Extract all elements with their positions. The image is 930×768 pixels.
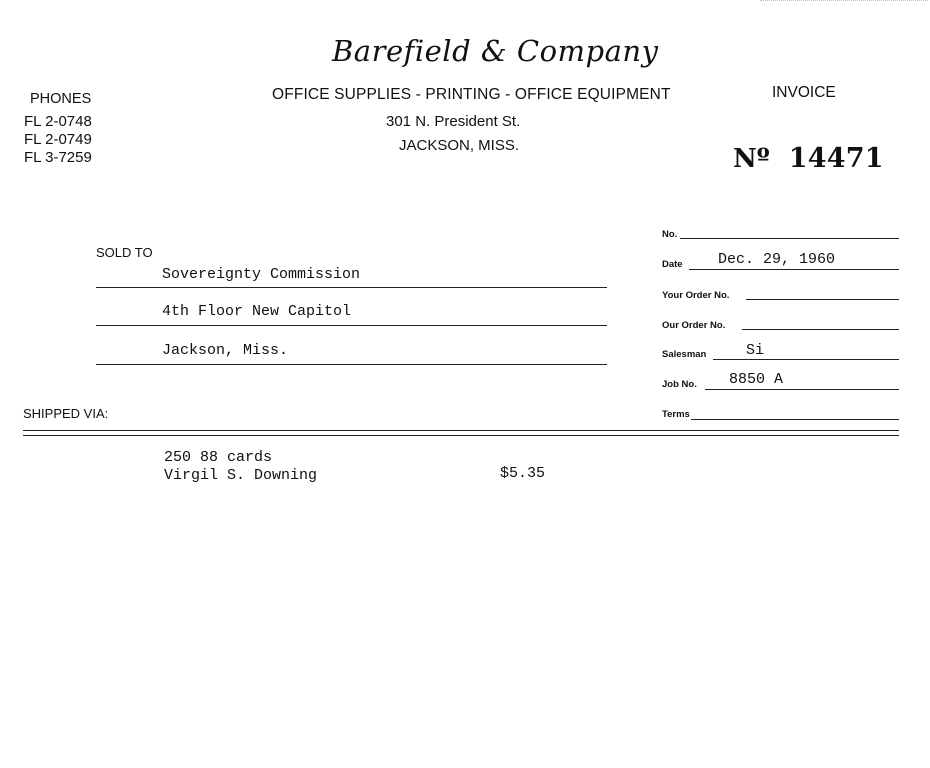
our-order-number-label: Our Order No. xyxy=(662,320,726,331)
sold-to-rule-3 xyxy=(96,364,607,365)
phones-label: PHONES xyxy=(30,91,92,107)
double-rule-bottom xyxy=(23,435,899,436)
terms-label: Terms xyxy=(662,409,690,420)
job-number-value: 8850 A xyxy=(729,371,784,388)
job-number-line xyxy=(705,389,899,390)
your-order-number-label: Your Order No. xyxy=(662,290,730,301)
order-number-label: No. xyxy=(662,229,678,240)
company-logo: Barefield & Company xyxy=(332,34,659,68)
shipped-via-label: SHIPPED VIA: xyxy=(23,406,109,421)
your-order-number-line xyxy=(746,299,899,300)
invoice-label: INVOICE xyxy=(772,84,836,101)
salesman-value: Si xyxy=(746,342,765,359)
phone-number-3: FL 3-7259 xyxy=(24,149,92,166)
sold-to-line-1: Sovereignty Commission xyxy=(162,266,361,283)
salesman-line xyxy=(713,359,899,360)
order-number-line xyxy=(680,238,899,239)
date-label: Date xyxy=(662,259,683,270)
company-address-line-1: 301 N. President St. xyxy=(386,113,521,130)
date-line xyxy=(689,269,899,270)
item-line-1: 250 88 cards xyxy=(164,449,273,466)
company-tagline: OFFICE SUPPLIES - PRINTING - OFFICE EQUIPMENT xyxy=(272,86,671,103)
phone-number-2: FL 2-0749 xyxy=(24,131,92,148)
terms-line xyxy=(691,419,899,420)
company-address-line-2: JACKSON, MISS. xyxy=(399,137,520,154)
sold-to-rule-1 xyxy=(96,287,607,288)
salesman-label: Salesman xyxy=(662,349,707,360)
invoice-number: 14471 xyxy=(788,143,884,174)
sold-to-label: SOLD TO xyxy=(96,245,153,260)
invoice-number-prefix: Nº xyxy=(733,144,770,174)
sold-to-line-2: 4th Floor New Capitol xyxy=(162,303,352,320)
sold-to-line-3: Jackson, Miss. xyxy=(162,342,289,359)
sold-to-rule-2 xyxy=(96,325,607,326)
double-rule-top xyxy=(23,430,899,431)
job-number-label: Job No. xyxy=(662,379,697,390)
invoice-number-block xyxy=(733,143,884,174)
phone-number-1: FL 2-0748 xyxy=(24,113,92,130)
our-order-number-line xyxy=(742,329,899,330)
item-line-2: Virgil S. Downing xyxy=(164,467,318,484)
date-value: Dec. 29, 1960 xyxy=(718,251,836,268)
item-amount: $5.35 xyxy=(500,465,546,482)
top-right-dotted-edge xyxy=(760,0,928,1)
